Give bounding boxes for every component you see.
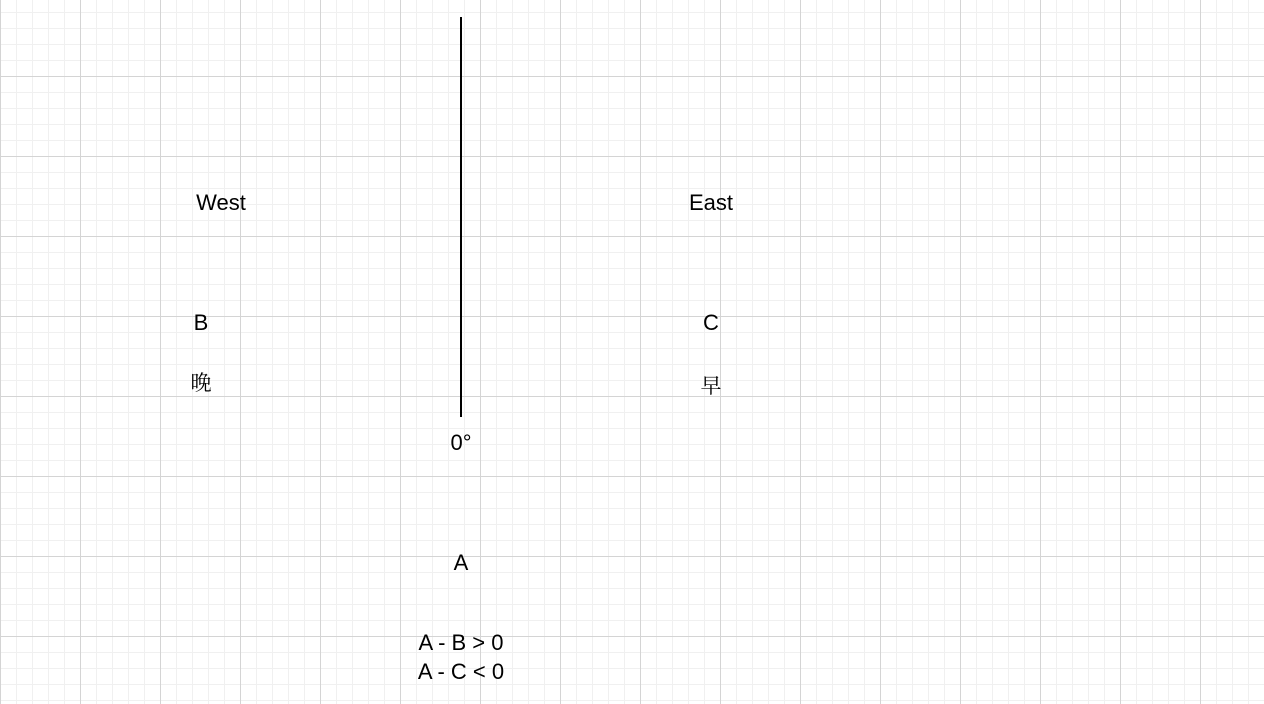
meridian-degree-label: 0° bbox=[450, 430, 472, 455]
equation-block bbox=[418, 628, 504, 686]
point-b-label: B bbox=[193, 310, 209, 335]
east-label: East bbox=[688, 190, 734, 215]
point-a-label: A bbox=[453, 550, 469, 575]
east-early-note: 早 bbox=[700, 374, 722, 398]
prime-meridian-line bbox=[460, 17, 462, 417]
equation-a-minus-b: A - B > 0 bbox=[418, 630, 504, 655]
west-late-note: 晚 bbox=[190, 371, 212, 395]
point-c-label: C bbox=[703, 310, 719, 335]
west-label: West bbox=[196, 190, 246, 215]
equation-a-minus-c: A - C < 0 bbox=[417, 659, 505, 684]
